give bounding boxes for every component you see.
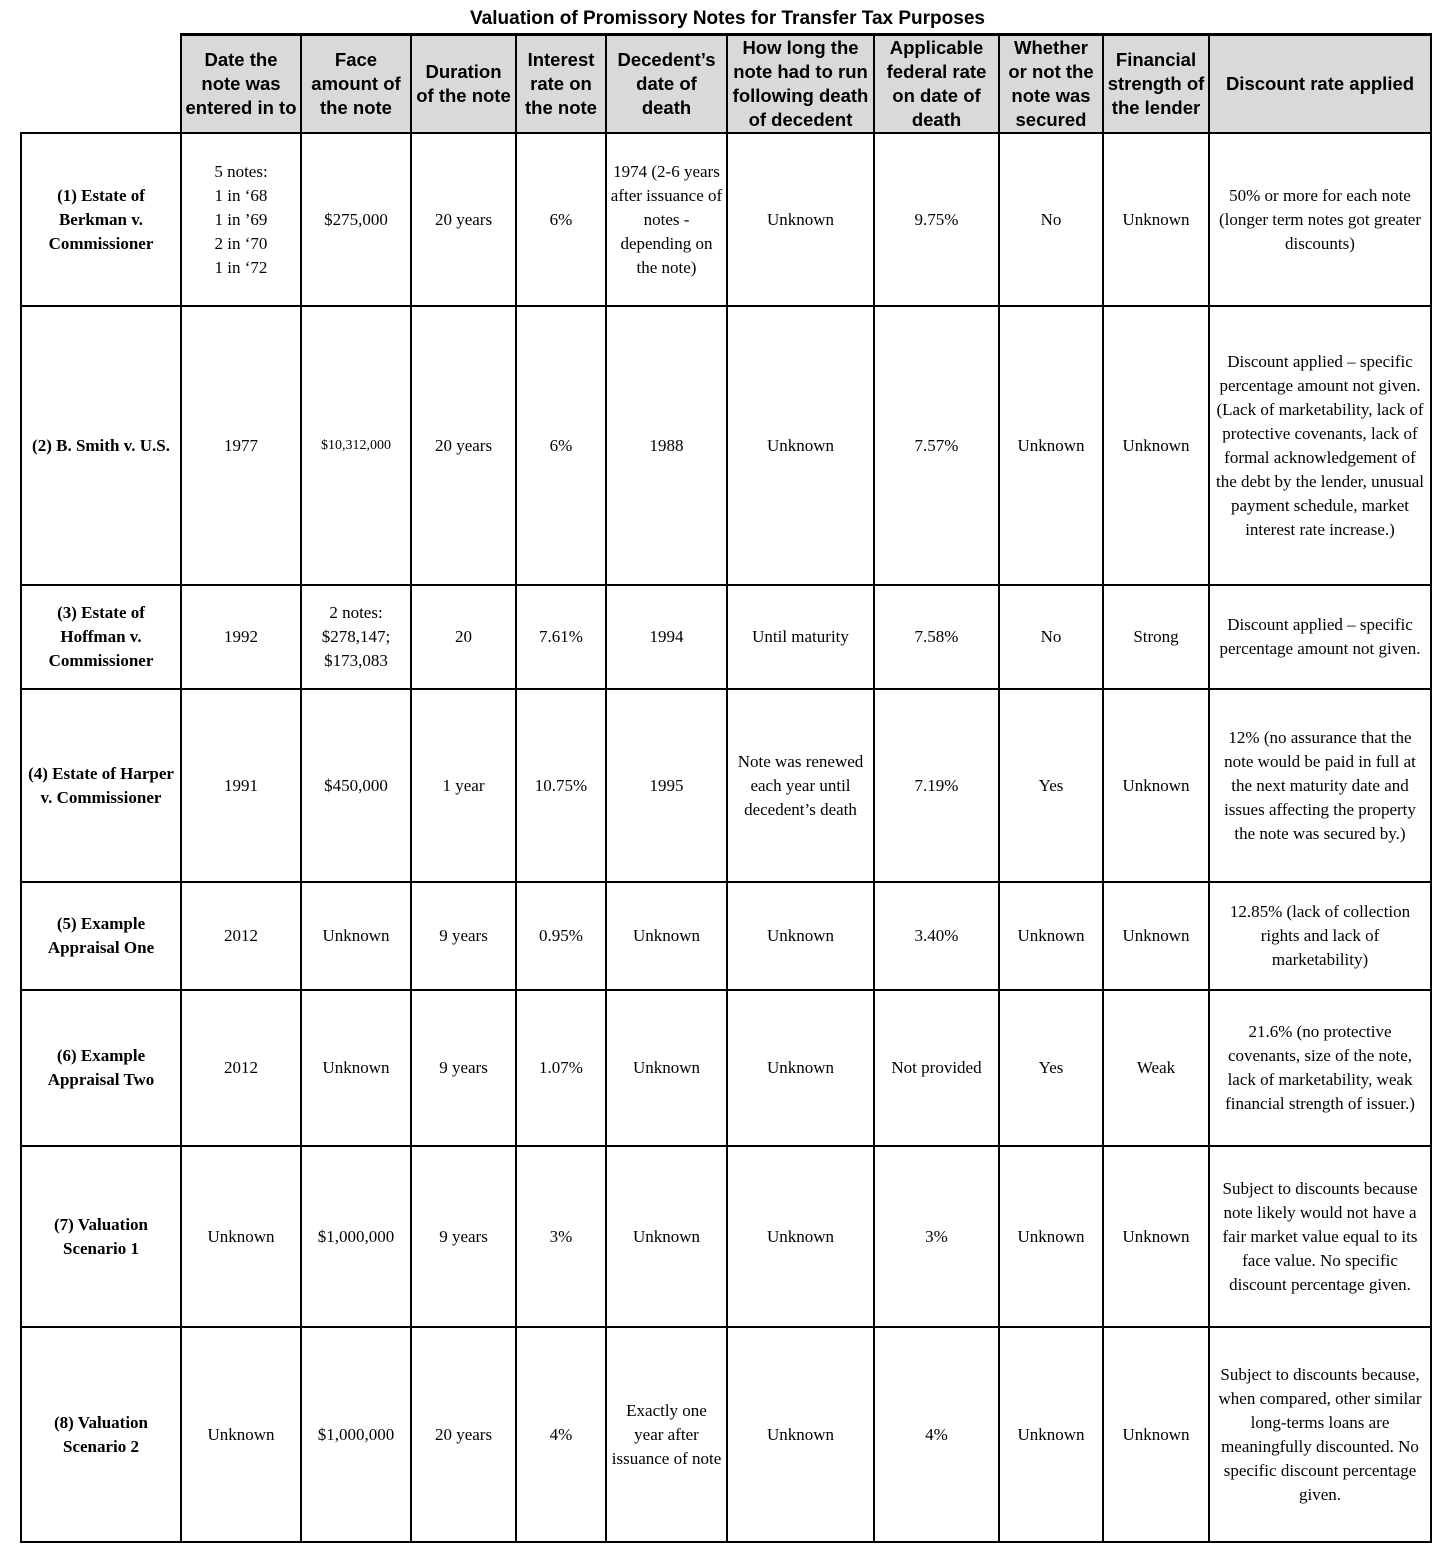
table-title: Valuation of Promissory Notes for Transfer Tax Purposes (470, 8, 985, 29)
cell-secured: Unknown (999, 306, 1103, 585)
cell-date-entered: 2012 (181, 990, 301, 1146)
cell-financial-strength: Unknown (1103, 882, 1209, 990)
column-header: How long the note had to run following death of decedent (727, 35, 874, 134)
cell-date-entered: 5 notes: 1 in ‘68 1 in ’69 2 in ‘70 1 in ‘72 (181, 133, 301, 306)
cell-date-of-death: Unknown (606, 1146, 727, 1327)
cell-date-of-death: 1988 (606, 306, 727, 585)
cell-remaining-term: Unknown (727, 1327, 874, 1542)
cell-afr: 3% (874, 1146, 999, 1327)
row-case-name: (7) Valuation Scenario 1 (21, 1146, 181, 1327)
cell-interest-rate: 10.75% (516, 689, 606, 882)
cell-interest-rate: 6% (516, 133, 606, 306)
cell-date-of-death: Unknown (606, 990, 727, 1146)
cell-date-of-death: 1974 (2-6 years after issuance of notes - depending on the note) (606, 133, 727, 306)
cell-duration: 9 years (411, 1146, 516, 1327)
table-row (21, 306, 1431, 585)
cell-date-of-death: Exactly one year after issuance of note (606, 1327, 727, 1542)
cell-remaining-term: Unknown (727, 133, 874, 306)
table-row (21, 585, 1431, 689)
cell-face-amount: $450,000 (301, 689, 411, 882)
cell-duration: 9 years (411, 990, 516, 1146)
column-header: Financial strength of the lender (1103, 35, 1209, 134)
column-header: Decedent’s date of death (606, 35, 727, 134)
cell-discount-rate: 12.85% (lack of collection rights and lack of marketability) (1209, 882, 1431, 990)
cell-remaining-term: Unknown (727, 306, 874, 585)
cell-financial-strength: Strong (1103, 585, 1209, 689)
column-header: Face amount of the note (301, 35, 411, 134)
column-header: Applicable federal rate on date of death (874, 35, 999, 134)
cell-financial-strength: Unknown (1103, 689, 1209, 882)
column-header: Interest rate on the note (516, 35, 606, 134)
cell-secured: Unknown (999, 1146, 1103, 1327)
cell-discount-rate: 50% or more for each note (longer term notes got greater discounts) (1209, 133, 1431, 306)
cell-secured: Unknown (999, 882, 1103, 990)
cell-afr: 7.19% (874, 689, 999, 882)
cell-afr: 4% (874, 1327, 999, 1542)
cell-discount-rate: Discount applied – specific percentage amount not given. (1209, 585, 1431, 689)
cell-interest-rate: 6% (516, 306, 606, 585)
cell-date-entered: Unknown (181, 1327, 301, 1542)
cell-date-entered: Unknown (181, 1146, 301, 1327)
column-header: Whether or not the note was secured (999, 35, 1103, 134)
row-case-name: (2) B. Smith v. U.S. (21, 306, 181, 585)
cell-face-amount: $275,000 (301, 133, 411, 306)
cell-discount-rate: 21.6% (no protective covenants, size of the note, lack of marketability, weak financial strength of issuer.) (1209, 990, 1431, 1146)
cell-date-entered: 1992 (181, 585, 301, 689)
row-case-name: (5) Example Appraisal One (21, 882, 181, 990)
cell-duration: 20 (411, 585, 516, 689)
cell-secured: No (999, 133, 1103, 306)
cell-face-amount: $1,000,000 (301, 1146, 411, 1327)
cell-interest-rate: 0.95% (516, 882, 606, 990)
cell-financial-strength: Unknown (1103, 133, 1209, 306)
cell-interest-rate: 7.61% (516, 585, 606, 689)
row-case-name: (3) Estate of Hoffman v. Commissioner (21, 585, 181, 689)
row-case-name: (6) Example Appraisal Two (21, 990, 181, 1146)
cell-afr: 3.40% (874, 882, 999, 990)
cell-remaining-term: Until maturity (727, 585, 874, 689)
cell-face-amount: 2 notes: $278,147; $173,083 (301, 585, 411, 689)
column-header: Discount rate applied (1209, 35, 1431, 134)
cell-remaining-term: Unknown (727, 882, 874, 990)
cell-financial-strength: Unknown (1103, 1146, 1209, 1327)
cell-discount-rate: Subject to discounts because note likely would not have a fair market value equal to its face value. No specific discount percentage given. (1209, 1146, 1431, 1327)
cell-discount-rate: Subject to discounts because, when compared, other similar long-terms loans are meaningfully discounted. No specific discount percentage given. (1209, 1327, 1431, 1542)
cell-duration: 9 years (411, 882, 516, 990)
cell-face-amount: Unknown (301, 990, 411, 1146)
cell-face-amount: Unknown (301, 882, 411, 990)
cell-interest-rate: 1.07% (516, 990, 606, 1146)
cell-financial-strength: Unknown (1103, 1327, 1209, 1542)
cell-secured: Yes (999, 689, 1103, 882)
cell-interest-rate: 3% (516, 1146, 606, 1327)
cell-remaining-term: Unknown (727, 990, 874, 1146)
row-case-name: (4) Estate of Harper v. Commissioner (21, 689, 181, 882)
cell-afr: 7.58% (874, 585, 999, 689)
table-row (21, 1146, 1431, 1327)
row-case-name: (1) Estate of Berkman v. Commissioner (21, 133, 181, 306)
cell-secured: Yes (999, 990, 1103, 1146)
header-row (21, 35, 1431, 134)
cell-date-of-death: 1995 (606, 689, 727, 882)
cell-date-entered: 1991 (181, 689, 301, 882)
cell-discount-rate: Discount applied – specific percentage amount not given. (Lack of marketability, lack of protective covenants, lack of formal acknowledgement of the debt by the lender, unusual payment schedule, market interest rate increase.) (1209, 306, 1431, 585)
cell-date-of-death: Unknown (606, 882, 727, 990)
cell-face-amount: $1,000,000 (301, 1327, 411, 1542)
cell-remaining-term: Unknown (727, 1146, 874, 1327)
cell-afr: 7.57% (874, 306, 999, 585)
cell-remaining-term: Note was renewed each year until decedent’s death (727, 689, 874, 882)
cell-duration: 20 years (411, 306, 516, 585)
cell-duration: 20 years (411, 133, 516, 306)
table-row (21, 990, 1431, 1146)
column-header: Duration of the note (411, 35, 516, 134)
cell-date-of-death: 1994 (606, 585, 727, 689)
cell-interest-rate: 4% (516, 1327, 606, 1542)
row-case-name: (8) Valuation Scenario 2 (21, 1327, 181, 1542)
table-row (21, 882, 1431, 990)
cell-discount-rate: 12% (no assurance that the note would be paid in full at the next maturity date and issues affecting the property the note was secured by.) (1209, 689, 1431, 882)
cell-financial-strength: Unknown (1103, 306, 1209, 585)
cell-duration: 1 year (411, 689, 516, 882)
cell-duration: 20 years (411, 1327, 516, 1542)
valuation-table (20, 33, 1432, 1543)
cell-afr: Not provided (874, 990, 999, 1146)
cell-financial-strength: Weak (1103, 990, 1209, 1146)
cell-secured: No (999, 585, 1103, 689)
cell-secured: Unknown (999, 1327, 1103, 1542)
table-row (21, 689, 1431, 882)
table-row (21, 1327, 1431, 1542)
cell-afr: 9.75% (874, 133, 999, 306)
cell-face-amount: $10,312,000 (301, 306, 411, 585)
table-row (21, 133, 1431, 306)
header-corner (21, 35, 181, 134)
cell-date-entered: 1977 (181, 306, 301, 585)
column-header: Date the note was entered in to (181, 35, 301, 134)
cell-date-entered: 2012 (181, 882, 301, 990)
